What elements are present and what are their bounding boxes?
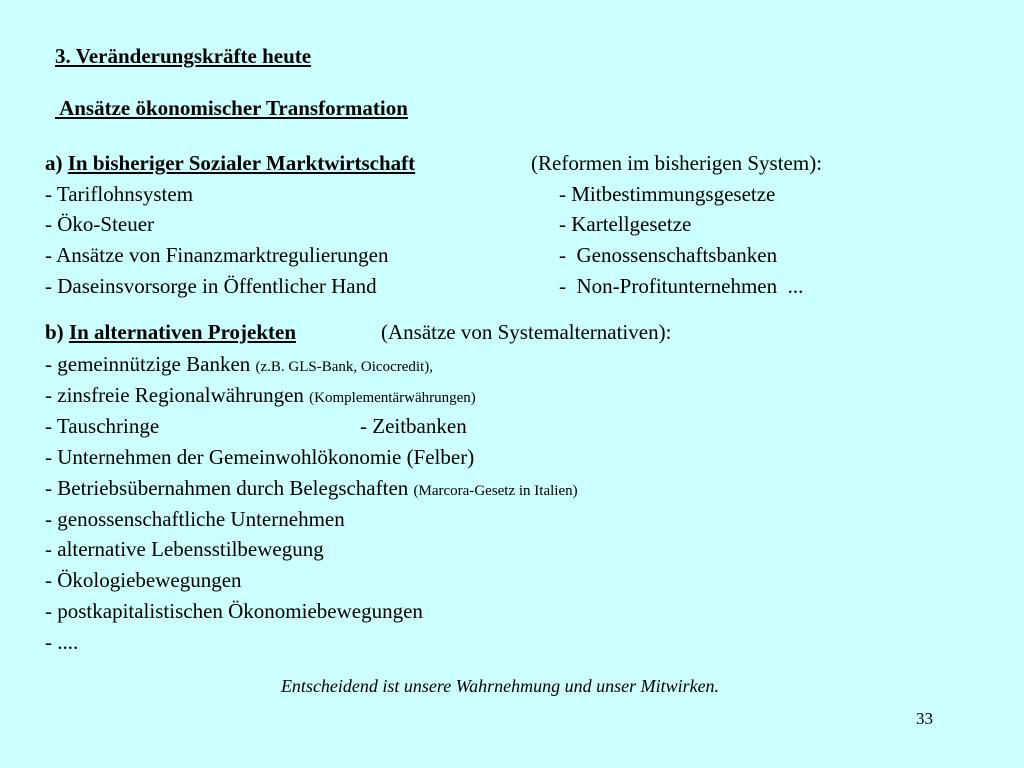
section-b-item: - Tauschringe [45,414,160,438]
section-b-prefix: b) [45,320,69,344]
section-b-extra-item: - Zeitbanken [360,414,467,438]
section-a-right-item: - Non-Profitunternehmen ... [559,274,804,298]
section-b-item: - Ökologiebewegungen [45,568,242,592]
closing-quote: Entscheidend ist unsere Wahrnehmung und unser Mitwirken. [280,676,720,696]
section-b-item-small: (Komplementärwährungen) [309,390,476,406]
section-b-item-text: - Betriebsübernahmen durch Belegschaften [45,476,414,500]
section-b-heading: In alternativen Projekten [68,320,297,344]
section-a-right-item: - Mitbestimmungsgesetze [559,182,776,206]
section-b-item-small: (Marcora-Gesetz in Italien) [413,483,578,499]
section-b-item: - Unternehmen der Gemeinwohlökonomie (Felber) [45,445,475,469]
section-b-item-text: - zinsfreie Regionalwährungen [45,383,310,407]
section-b-item [45,476,578,501]
section-a-left-item: - Daseinsvorsorge in Öffentlicher Hand [45,274,377,298]
section-a-left-item: - Ansätze von Finanzmarktregulierungen [45,243,389,267]
slide-subtitle: Ansätze ökonomischer Transformation [55,96,408,120]
section-a-note: (Reformen im bisherigen System): [531,151,823,175]
section-a-left-item: - Tariflohnsystem [45,182,194,206]
page-number: 33 [916,709,933,728]
section-b-item: - postkapitalistischen Ökonomiebewegungen [45,599,423,623]
section-b-item: - genossenschaftliche Unternehmen [45,507,345,531]
section-b-item: - .... [45,630,79,654]
section-b-item [45,383,476,408]
slide-title: 3. Veränderungskräfte heute [55,44,312,68]
section-b-item [45,352,433,377]
section-b-item: - alternative Lebensstilbewegung [45,537,324,561]
section-b-note: (Ansätze von Systemalternativen): [381,320,672,344]
section-a-heading: In bisheriger Sozialer Marktwirtschaft [67,151,416,175]
section-b-item-small: (z.B. GLS-Bank, Oicocredit), [255,359,433,375]
section-a-prefix: a) [45,151,68,175]
section-a-right-item: - Kartellgesetze [559,212,692,236]
section-a-left-item: - Öko-Steuer [45,212,155,236]
section-b-item-text: - gemeinnützige Banken [45,352,256,376]
section-a-heading-line [45,151,415,176]
section-b-heading-line [45,320,296,345]
section-a-right-item: - Genossenschaftsbanken [559,243,778,267]
